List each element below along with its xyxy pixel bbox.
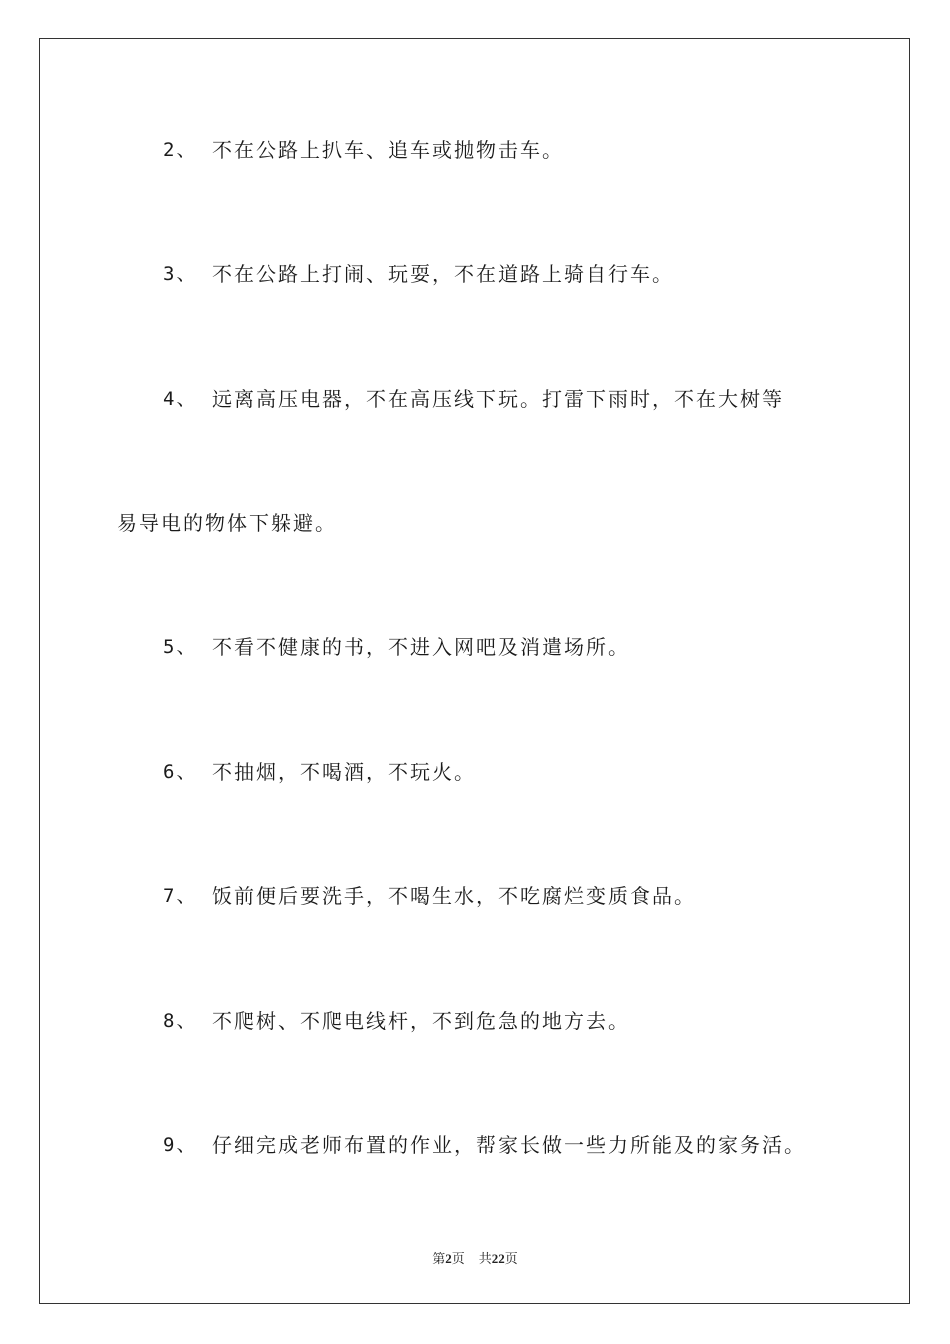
item-number: 9、 — [163, 1134, 198, 1156]
item-text: 不抽烟，不喝酒，不玩火。 — [212, 760, 476, 784]
item-number: 5、 — [163, 636, 198, 658]
item-text: 不爬树、不爬电线杆，不到危急的地方去。 — [212, 1009, 630, 1033]
item-number: 2、 — [163, 139, 198, 161]
item-text: 远离高压电器，不在高压线下玩。打雷下雨时，不在大树等 — [212, 387, 784, 411]
item-text: 饭前便后要洗手，不喝生水，不吃腐烂变质食品。 — [212, 884, 696, 908]
page-footer — [0, 1248, 950, 1267]
item-text: 不在公路上扒车、追车或抛物击车。 — [212, 138, 564, 162]
page-border — [39, 38, 910, 1304]
item-text: 不看不健康的书，不进入网吧及消遣场所。 — [212, 635, 630, 659]
item-number: 3、 — [163, 263, 198, 285]
item-number: 8、 — [163, 1010, 198, 1032]
item-number: 6、 — [163, 761, 198, 783]
item-text: 不在公路上打闹、玩耍，不在道路上骑自行车。 — [212, 262, 674, 286]
page-suffix: 页 — [451, 1251, 465, 1266]
item-text: 仔细完成老师布置的作业，帮家长做一些力所能及的家务活。 — [212, 1133, 806, 1157]
total-suffix: 页 — [504, 1251, 518, 1266]
total-prefix: 共 — [478, 1251, 492, 1266]
item-number: 7、 — [163, 885, 198, 907]
page-prefix: 第 — [432, 1251, 446, 1266]
total-pages: 22 — [491, 1251, 505, 1266]
item-text-continuation: 易导电的物体下躲避。 — [117, 511, 337, 535]
item-number: 4、 — [163, 388, 198, 410]
page-number: 2 — [445, 1251, 452, 1266]
